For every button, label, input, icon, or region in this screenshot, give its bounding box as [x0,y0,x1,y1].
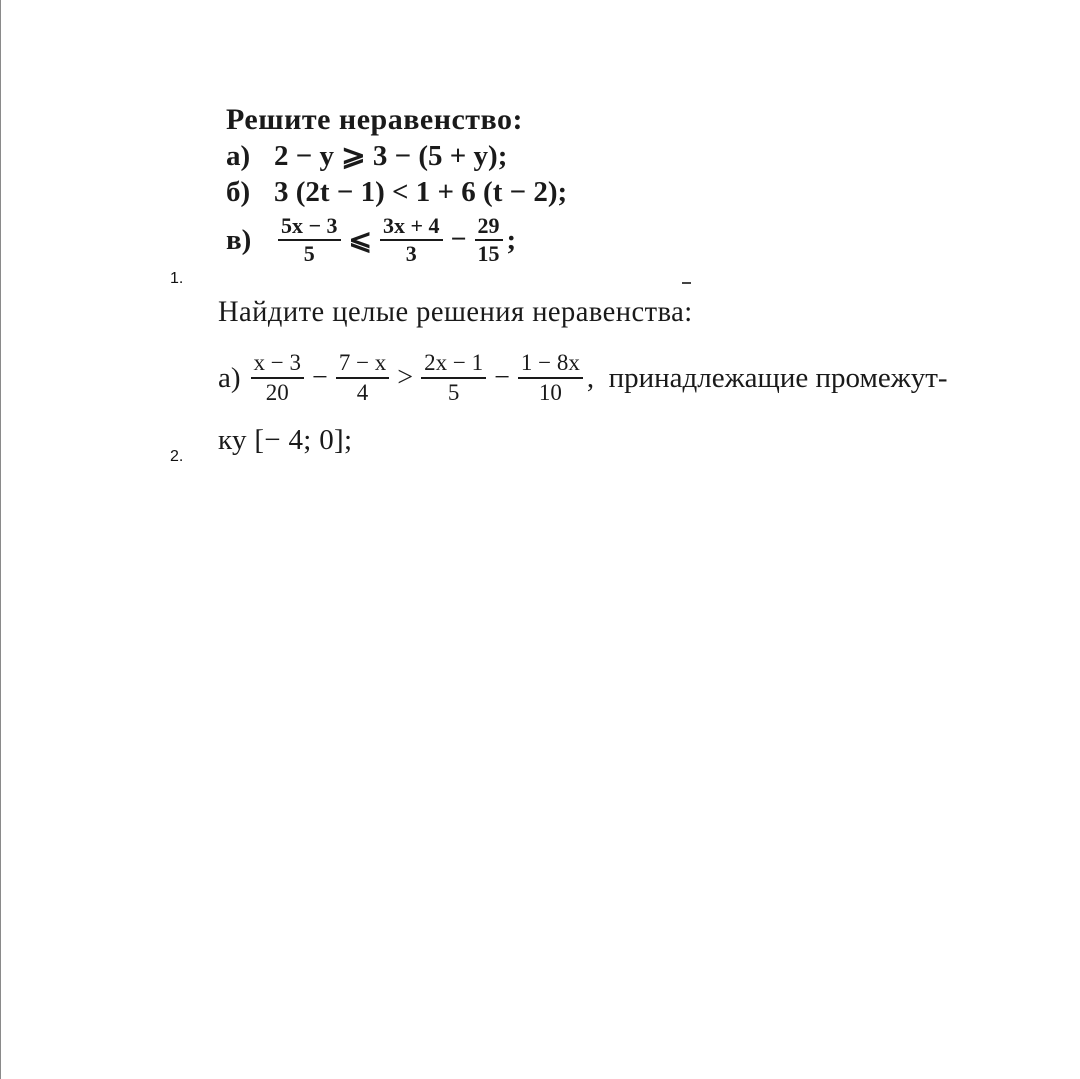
task-1c-line [226,210,567,270]
task-1c-fraction-1 [278,214,341,266]
operator: − [494,362,510,393]
page-left-edge [0,0,1,1079]
task-1a-expression: 2 − y ⩾ 3 − (5 + y); [274,140,508,172]
task-1c-fraction-3 [475,214,503,266]
task-1b-label: б) [226,176,251,208]
operator: ⩽ [348,225,373,256]
fraction-numerator: 29 [477,213,500,238]
fraction-numerator: 5x − 3 [281,213,338,238]
task-2a-fraction-3 [421,350,486,406]
fraction-numerator: 7 − x [338,350,387,376]
stray-mark [682,282,691,284]
fraction-numerator: 2x − 1 [424,350,484,376]
task-1c-label: в) [226,223,252,256]
task-1b-expression: 3 (2t − 1) < 1 + 6 (t − 2); [274,176,568,208]
fraction-denominator: 15 [477,241,500,266]
task-2a-label: а) [218,361,241,394]
task-2a-condition: , принадлежащие промежут- [586,361,948,394]
task-1a-line [226,138,567,174]
operator: > [397,362,414,393]
fraction-bar [251,377,304,379]
task-1c-fraction-2 [380,214,443,266]
task-2a-fraction-1 [251,350,304,406]
fraction-bar [518,377,583,379]
fraction-denominator: 5 [303,241,315,266]
task-1-number: 1. [170,270,184,287]
operator: − [450,224,467,255]
fraction-denominator: 4 [356,379,369,405]
task-1a-label: а) [226,140,251,172]
fraction-numerator: x − 3 [253,350,302,376]
fraction-denominator: 5 [447,379,460,405]
operator: − [312,362,328,393]
task-2a-fraction-4 [518,350,583,406]
task-2-number: 2. [170,448,184,465]
task-2-title: Найдите целые решения неравенства: [218,295,693,328]
fraction-denominator: 20 [265,379,289,405]
fraction-denominator: 10 [538,379,562,405]
task-2a-continuation: ку [− 4; 0]; [218,424,353,456]
task-1b-line [226,174,567,210]
task-2a-fraction-2 [336,350,389,406]
task-1-block [226,102,567,270]
task-1-title: Решите неравенство: [226,103,524,136]
task-2-block [218,294,948,458]
task-2a-line [218,342,948,414]
fraction-bar [421,377,486,379]
fraction-denominator: 3 [405,241,417,266]
fraction-numerator: 1 − 8x [520,350,580,376]
fraction-bar [336,377,389,379]
fraction-numerator: 3x + 4 [383,213,440,238]
semicolon: ; [506,223,517,256]
